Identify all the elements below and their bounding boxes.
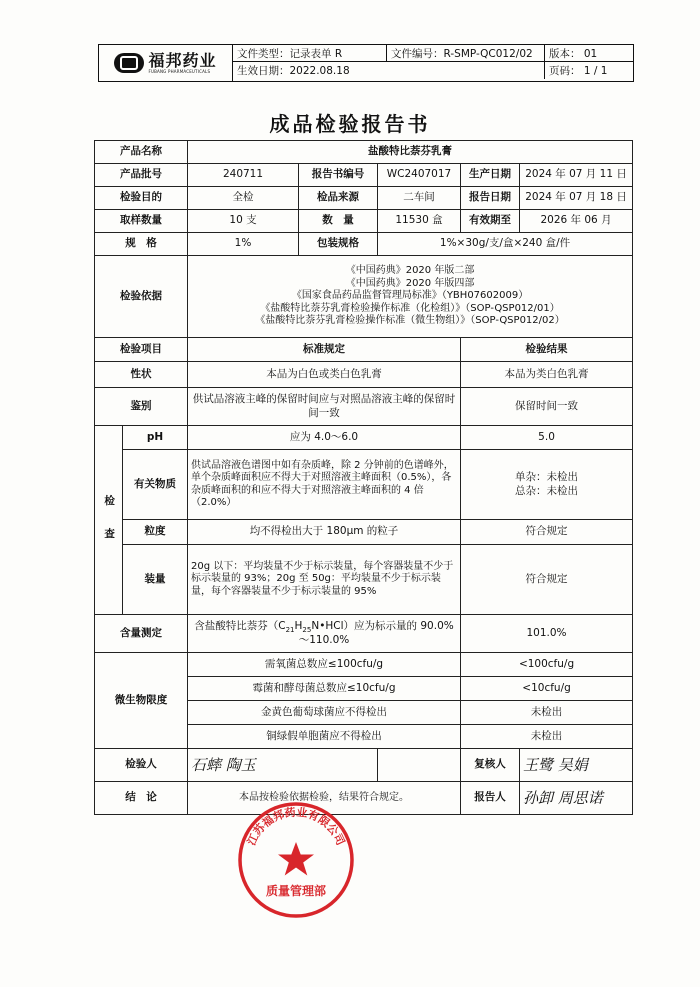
batch-number: 240711	[188, 164, 299, 187]
report-no-label: 报告书编号	[299, 164, 378, 187]
logo-subtitle: FUBANG PHARMACEUTICALS	[148, 68, 211, 74]
assay-sub: 21	[285, 625, 295, 634]
conclusion: 本品按检验依据检验，结果符合规定。	[188, 782, 461, 815]
expiry-label: 有效期至	[461, 210, 520, 233]
doc-version: 版本： 01	[545, 45, 633, 62]
micro-standard: 金黄色葡萄球菌应不得检出	[188, 701, 461, 725]
basis-line: 《盐酸特比萘芬乳膏检验操作标准（微生物组）》（SOP-QSP012/02）	[255, 315, 565, 327]
reporter-signature: 孙卸 周思诺	[520, 782, 633, 815]
standard-column-header: 标准规定	[188, 338, 461, 362]
seal-ring	[240, 804, 352, 916]
seal-star-icon	[278, 842, 314, 876]
assay-sub: 25	[302, 625, 312, 634]
reporter-label: 报告人	[461, 782, 520, 815]
micro-result: 未检出	[461, 701, 633, 725]
assay-text: N•HCl）应为标示量的 90.0%～110.0%	[298, 619, 454, 647]
assay-text: 含盐酸特比萘芬（C	[194, 619, 286, 632]
micro-label: 微生物限度	[95, 653, 188, 749]
ph-label: pH	[123, 426, 188, 450]
basis-line: 《国家食品药品监督管理局标准》（YBH07602009）	[291, 290, 529, 302]
product-name: 盐酸特比萘芬乳膏	[188, 141, 633, 164]
quantity: 11530 盒	[378, 210, 461, 233]
pack-spec: 1%×30g/支/盒×240 盒/件	[378, 233, 633, 256]
basis-line: 《盐酸特比萘芬乳膏检验操作标准（化检组）》（SOP-QSP012/01）	[260, 302, 560, 314]
impurities-label: 有关物质	[123, 450, 188, 520]
result-column-header: 检验结果	[461, 338, 633, 362]
particle-standard: 均不得检出大于 180μm 的粒子	[188, 520, 461, 545]
identification-result: 保留时间一致	[461, 388, 633, 426]
fill-result: 符合规定	[461, 545, 633, 615]
product-name-label: 产品名称	[95, 141, 188, 164]
sample-qty: 10 支	[188, 210, 299, 233]
spec-label: 规 格	[95, 233, 188, 256]
particle-result: 符合规定	[461, 520, 633, 545]
fill-label: 装量	[123, 545, 188, 615]
micro-result: 未检出	[461, 725, 633, 749]
report-date-label: 报告日期	[461, 187, 520, 210]
pack-label: 包装规格	[299, 233, 378, 256]
page-number: 页码： 1 / 1	[549, 65, 608, 77]
ph-result: 5.0	[461, 426, 633, 450]
purpose: 全检	[188, 187, 299, 210]
assay-result: 101.0%	[461, 615, 633, 653]
mfg-date: 2024 年 07 月 11 日	[520, 164, 633, 187]
source: 二车间	[378, 187, 461, 210]
expiry-date: 2026 年 06 月	[520, 210, 633, 233]
doc-type: 文件类型：记录表单 R	[233, 45, 387, 62]
assay-standard	[188, 615, 461, 653]
micro-standard: 需氧菌总数应≤100cfu/g	[188, 653, 461, 677]
single-impurity-result: 单杂：未检出	[515, 471, 579, 484]
micro-standard: 铜绿假单胞菌应不得检出	[188, 725, 461, 749]
inspector-label: 检验人	[95, 749, 188, 782]
signoff-spacer	[378, 749, 461, 782]
inspection-report-table	[94, 140, 633, 815]
assay-text: H	[294, 619, 303, 632]
total-impurity-result: 总杂：未检出	[515, 484, 579, 497]
document-header	[98, 44, 634, 82]
spec: 1%	[188, 233, 299, 256]
seal-center-text: 质量管理部	[265, 884, 327, 898]
doc-number: 文件编号：R-SMP-QC012/02	[387, 45, 545, 62]
impurities-standard: 供试品溶液色谱图中如有杂质峰，除 2 分钟前的色谱峰外，单个杂质峰面积应不得大于对照溶液主峰面积（0.5%），各杂质峰面积的和应不得大于对照溶液主峰面积的 4 倍（2.0%）	[188, 450, 461, 520]
report-number: WC2407017	[378, 164, 461, 187]
report-title: 成品检验报告书	[269, 112, 431, 136]
appearance-standard: 本品为白色或类白色乳膏	[188, 362, 461, 388]
ph-standard: 应为 4.0～6.0	[188, 426, 461, 450]
quality-department-seal	[236, 800, 356, 920]
qty-label: 数 量	[299, 210, 378, 233]
item-column-header: 检验项目	[95, 338, 188, 362]
batch-label: 产品批号	[95, 164, 188, 187]
purpose-label: 检验目的	[95, 187, 188, 210]
report-date: 2024 年 07 月 18 日	[520, 187, 633, 210]
logo-name: 福邦药业	[148, 50, 217, 70]
basis-label: 检验依据	[95, 256, 188, 338]
fill-standard: 20g 以下：平均装量不少于标示装量，每个容器装量不少于标示装量的 93%；20g 至 50g：平均装量不少于标示装量，每个容器装量不少于标示装量的 95%	[188, 545, 461, 615]
micro-result: <100cfu/g	[461, 653, 633, 677]
impurities-result	[461, 450, 633, 520]
reviewer-signature: 王鹭 吴娟	[520, 749, 633, 782]
company-logo	[99, 45, 233, 81]
particle-label: 粒度	[123, 520, 188, 545]
appearance-label: 性状	[95, 362, 188, 388]
sample-qty-label: 取样数量	[95, 210, 188, 233]
logo-mark-icon	[114, 53, 144, 73]
source-label: 检品来源	[299, 187, 378, 210]
basis-list	[188, 256, 633, 338]
identification-standard: 供试品溶液主峰的保留时间应与对照品溶液主峰的保留时间一致	[188, 388, 461, 426]
mfg-date-label: 生产日期	[461, 164, 520, 187]
micro-standard: 霉菌和酵母菌总数应≤10cfu/g	[188, 677, 461, 701]
appearance-result: 本品为类白色乳膏	[461, 362, 633, 388]
basis-line: 《中国药典》2020 年版二部	[345, 265, 475, 277]
seal-ring-text-path: 江苏福邦药业有限公司	[244, 805, 348, 848]
inspector-signature: 石蟀 陶玉	[188, 749, 378, 782]
effective-date: 生效日期：2022.08.18	[233, 62, 545, 79]
micro-result: <10cfu/g	[461, 677, 633, 701]
assay-label: 含量测定	[95, 615, 188, 653]
basis-line: 《中国药典》2020 年版四部	[345, 277, 475, 289]
check-group-label: 检 查	[95, 426, 123, 615]
reviewer-label: 复核人	[461, 749, 520, 782]
conclusion-label: 结 论	[95, 782, 188, 815]
identification-label: 鉴别	[95, 388, 188, 426]
